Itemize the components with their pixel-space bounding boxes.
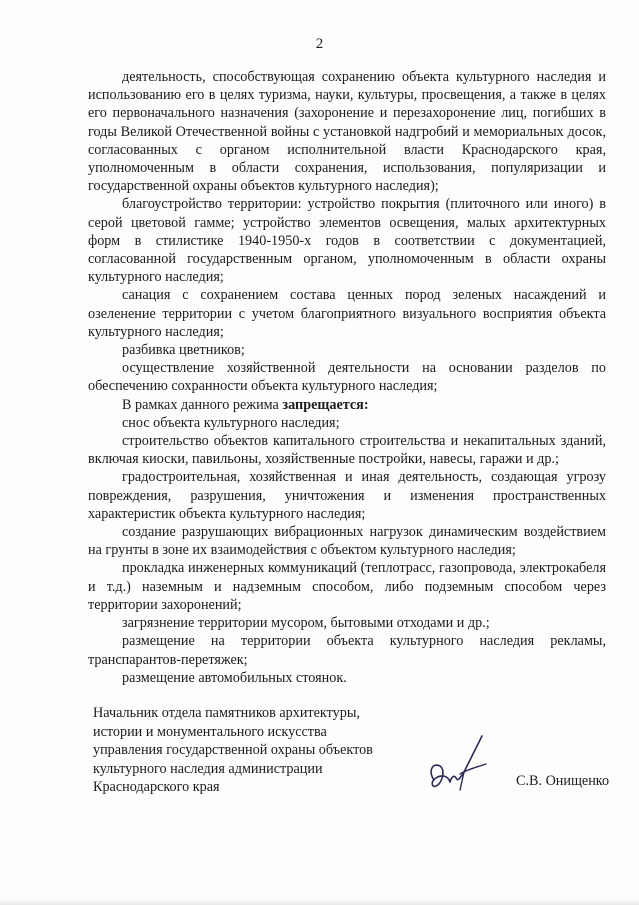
prohibited-keyword: запрещается: (282, 396, 369, 413)
document-body (88, 68, 606, 687)
paragraph: градостроительная, хозяйственная и иная деятельность, создающая угрозу повреждения, разрушения, уничтожения и изменения пространственных характеристик объекта культурного наследия; (88, 469, 606, 522)
signatory-title-line: управления государственной охраны объектов (93, 742, 373, 759)
paragraph: размещение на территории объекта культурного наследия рекламы, транспарантов-перетяжек; (88, 633, 606, 668)
paragraph: строительство объектов капитального строительства и некапитальных зданий, включая киоски, павильоны, хозяйственные постройки, навесы, гаражи и др.; (88, 433, 606, 468)
signatory-name: С.В. Онищенко (516, 773, 610, 789)
signatory-title-line: культурного наследия администрации (93, 760, 323, 777)
signatory-title-line: истории и монументального искусства (93, 723, 327, 740)
paragraph: снос объекта культурного наследия; (122, 414, 340, 431)
paragraph: прокладка инженерных коммуникаций (теплотрасс, газопровода, электрокабеля и т.д.) наземным и надземным способом, либо подземным способом через территории захоронений; (88, 560, 606, 613)
paragraph: осуществление хозяйственной деятельности на основании разделов по обеспечению сохранности объекта культурного наследия; (88, 360, 606, 395)
signatory-title (93, 704, 413, 797)
paragraph: благоустройство территории: устройство покрытия (плиточного или иного) в серой цветовой гамме; устройство элементов освещения, малых архитектурных форм в стилистике 1940-1950-х годов в соответствии с документацией, согласованной государственным органом, уполномоченным в области охраны культурного наследия; (88, 196, 606, 286)
paragraph: загрязнение территории мусором, бытовыми отходами и др.; (122, 615, 490, 632)
prohibited-intro-text: В рамках данного режима (122, 396, 283, 413)
scan-edge-shadow (0, 899, 639, 905)
paragraph: санация с сохранением состава ценных пород зеленых насаждений и озеленение территории с учетом благоприятного визуального восприятия объекта культурного наследия; (88, 287, 606, 340)
page-number: 2 (315, 36, 324, 52)
paragraph-prohibited-intro (88, 396, 606, 414)
signatory-title-line: Краснодарского края (93, 779, 220, 796)
handwritten-signature (420, 728, 500, 808)
paragraph: размещение автомобильных стоянок. (122, 669, 347, 686)
paragraph: создание разрушающих вибрационных нагрузок динамическим воздействием на грунты в зоне их взаимодействия с объектом культурного наследия; (88, 524, 606, 559)
paragraph: разбивка цветников; (122, 342, 245, 359)
paragraph: деятельность, способствующая сохранению объекта культурного наследия и использованию его в целях туризма, науки, культуры, просвещения, а также в целях его первоначального назначения (захоронение и перезахоронение лиц, погибших в годы Великой Отечественной войны с установкой надгробий и мемориальных досок, согласованных с органом исполнительной власти Краснодарского края, уполномоченным в области сохранения, использования, популяризации и государственной охраны объектов культурного наследия); (88, 69, 606, 195)
signatory-title-line: Начальник отдела памятников архитектуры, (93, 705, 360, 721)
